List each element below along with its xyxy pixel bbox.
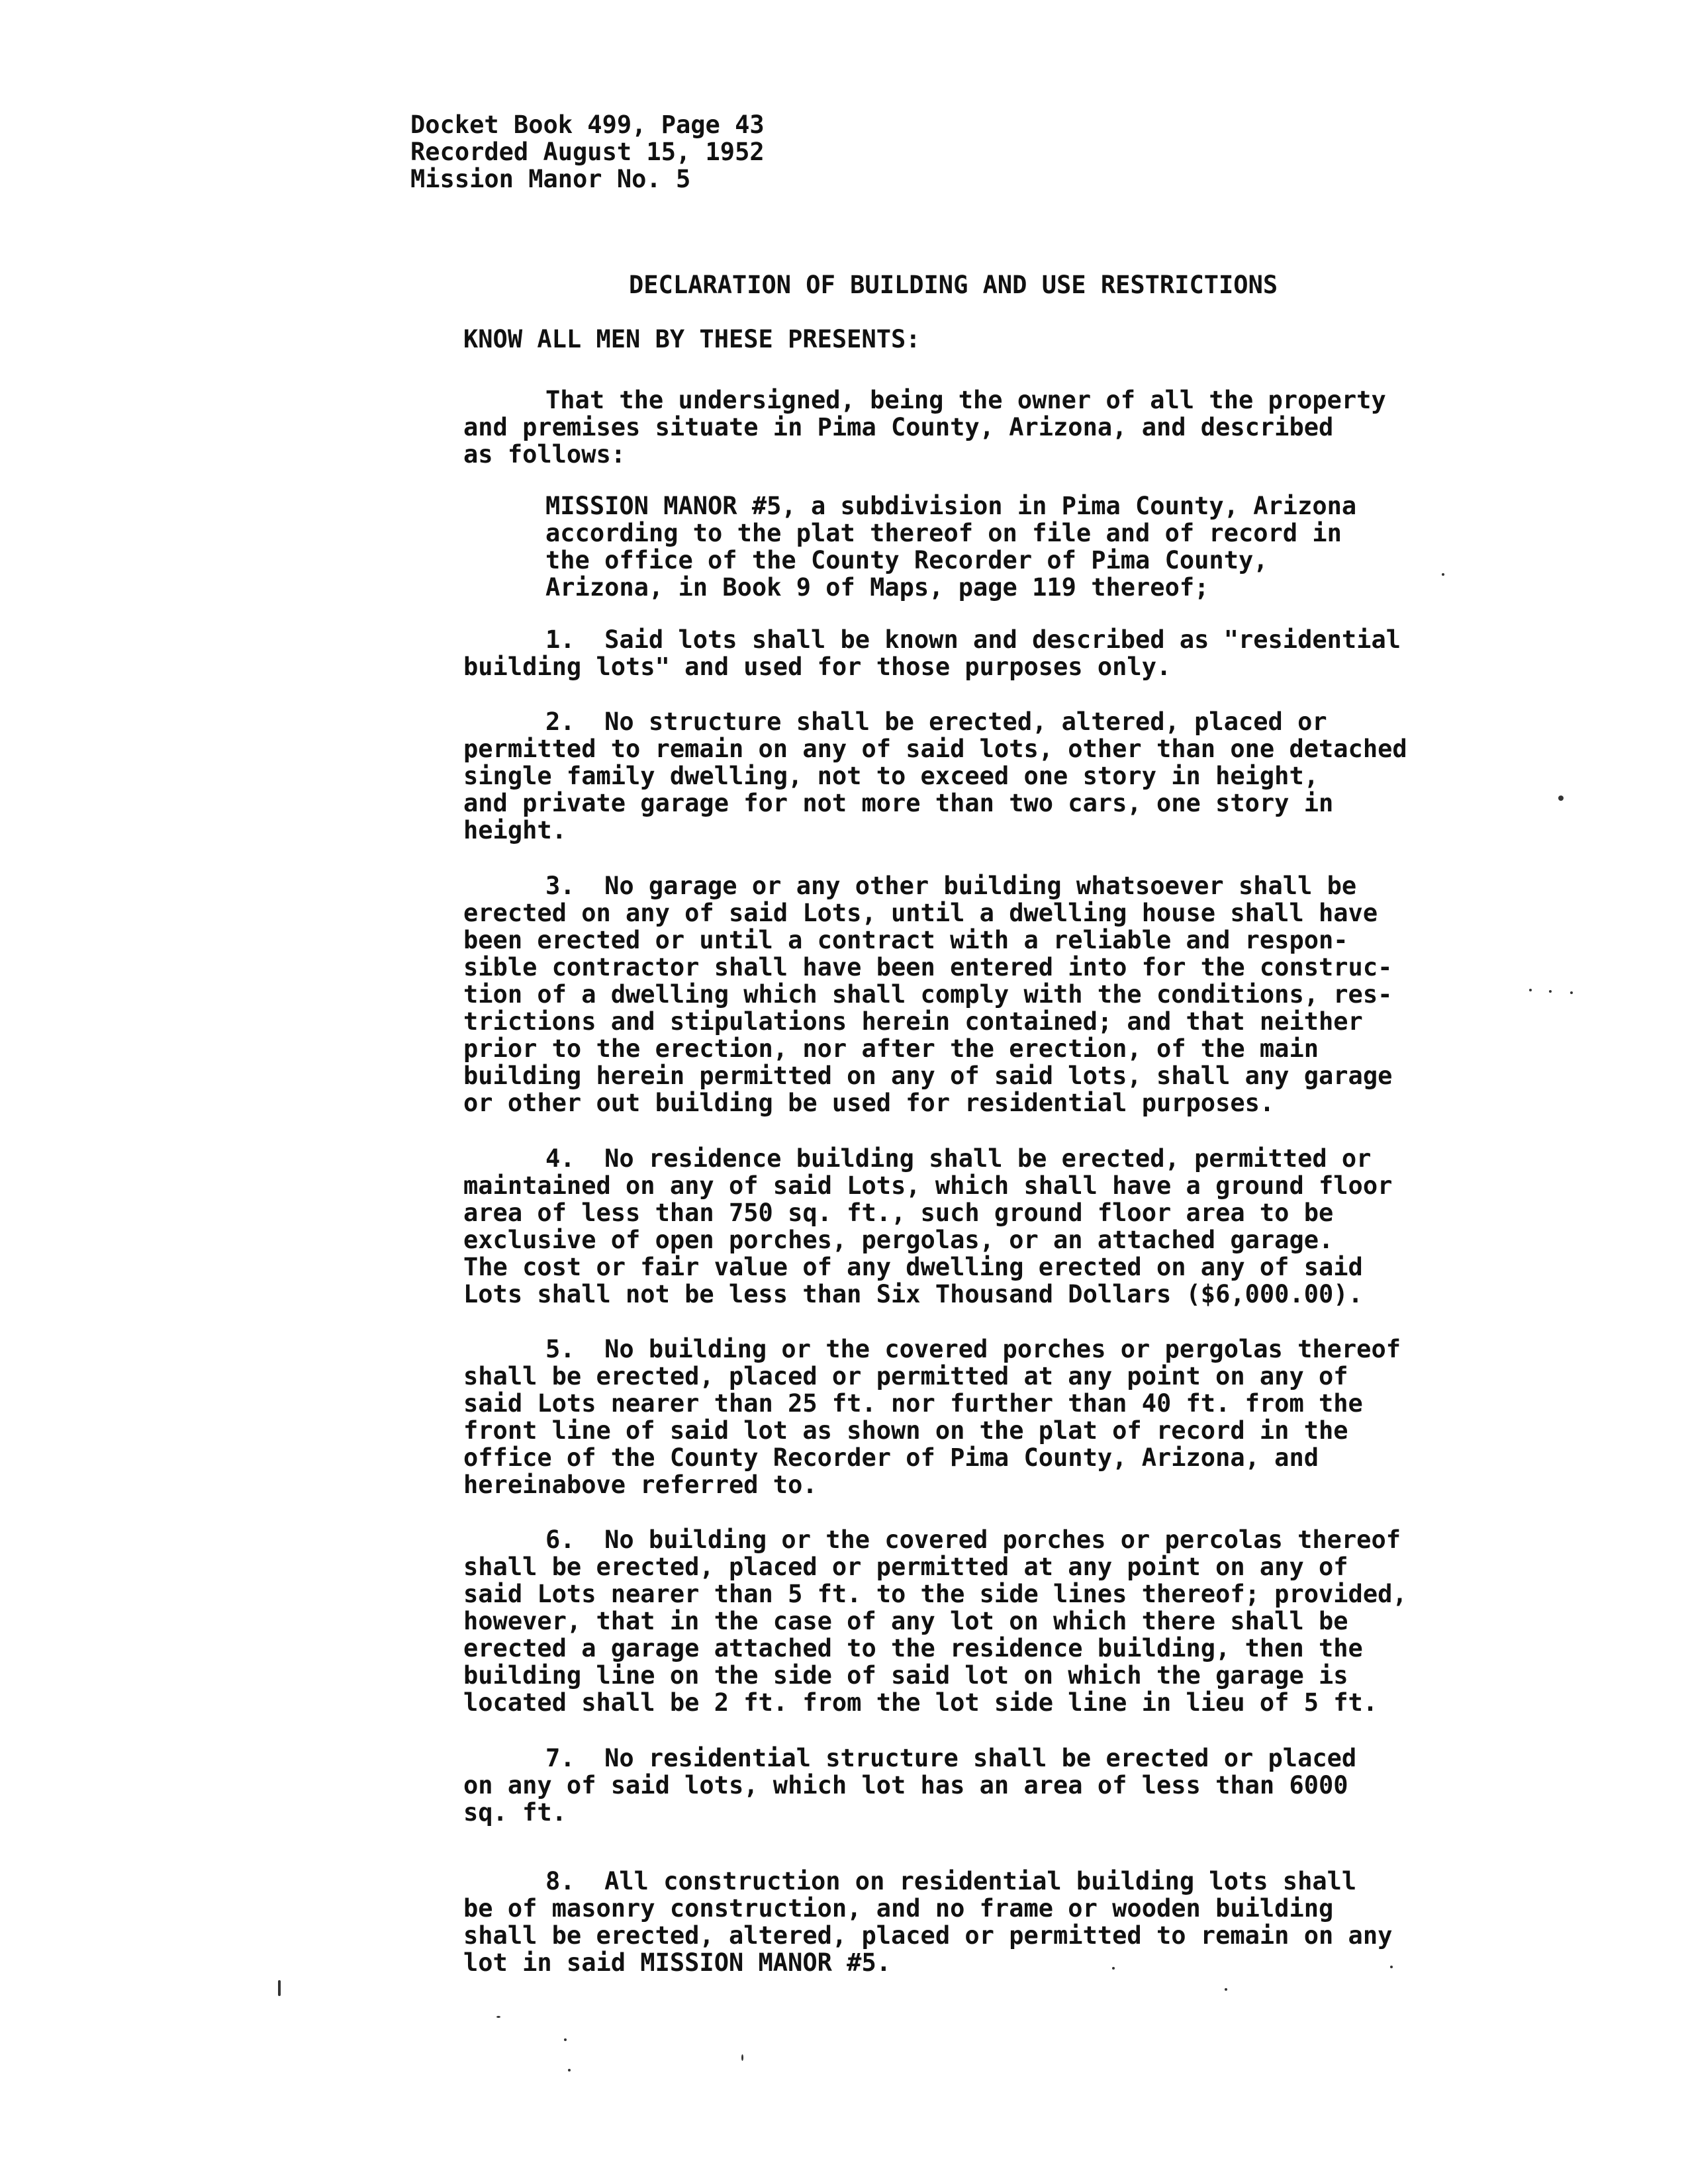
recording-header [410, 111, 765, 193]
clause-line: maintained on any of said Lots, which shall have a ground floor [463, 1171, 1393, 1200]
clause-line: Lots shall not be less than Six Thousand Dollars ($6,000.00). [463, 1280, 1363, 1308]
clause-line: 6. No building or the covered porches or percolas thereof [545, 1525, 1401, 1554]
clause-6 [463, 1526, 1407, 1716]
clause-line: said Lots nearer than 25 ft. nor further than 40 ft. from the [463, 1389, 1363, 1418]
clause-line: said Lots nearer than 5 ft. to the side lines thereof; provided, [463, 1580, 1407, 1608]
clause-line: 1. Said lots shall be known and described as "residential [545, 625, 1401, 654]
clause-line: located shall be 2 ft. from the lot side line in lieu of 5 ft. [463, 1688, 1378, 1717]
clause-line: be of masonry construction, and no frame or wooden building [463, 1894, 1334, 1923]
clause-line: however, that in the case of any lot on which there shall be [463, 1607, 1348, 1635]
clause-line: shall be erected, placed or permitted at any point on any of [463, 1553, 1348, 1581]
clause-line: 8. All construction on residential building lots shall [545, 1867, 1357, 1895]
scan-speck [1112, 1967, 1115, 1970]
scan-speck [1390, 1966, 1393, 1968]
scan-speck [564, 2038, 567, 2041]
clause-line: or other out building be used for residential purposes. [463, 1089, 1275, 1117]
clause-line: erected a garage attached to the residence building, then the [463, 1634, 1363, 1662]
clause-line: on any of said lots, which lot has an area of less than 6000 [463, 1771, 1348, 1799]
scan-speck [1442, 573, 1444, 576]
clause-line: single family dwelling, not to exceed one story in height, [463, 762, 1319, 790]
clause-line: trictions and stipulations herein contained; and that neither [463, 1007, 1363, 1036]
clause-line: sq. ft. [463, 1798, 567, 1827]
document-title: DECLARATION OF BUILDING AND USE RESTRICTIONS [629, 271, 1278, 299]
preamble-line: and premises situate in Pima County, Arizona, and described [463, 413, 1334, 441]
subdivision-name: Mission Manor No. 5 [410, 165, 691, 193]
clause-line: shall be erected, placed or permitted at any point on any of [463, 1362, 1348, 1390]
clause-line: prior to the erection, nor after the erection, of the main [463, 1034, 1319, 1063]
clause-line: and private garage for not more than two cars, one story in [463, 789, 1334, 817]
intro-line: KNOW ALL MEN BY THESE PRESENTS: [463, 325, 921, 353]
clause-line: 3. No garage or any other building whatsoever shall be [545, 872, 1357, 900]
clause-line: The cost or fair value of any dwelling erected on any of said [463, 1253, 1363, 1281]
clause-4 [463, 1145, 1392, 1308]
preamble [463, 387, 1386, 468]
clause-line: hereinabove referred to. [463, 1471, 818, 1499]
clause-1 [463, 626, 1401, 680]
clause-line: 4. No residence building shall be erected, permitted or [545, 1144, 1372, 1173]
clause-7 [463, 1745, 1356, 1826]
clause-line: height. [463, 816, 567, 844]
scan-speck [1225, 1988, 1227, 1991]
scan-speck [278, 1980, 281, 1996]
scan-speck [1529, 989, 1532, 991]
recorded-date: Recorded August 15, 1952 [410, 138, 765, 166]
docket-reference: Docket Book 499, Page 43 [410, 111, 765, 139]
scan-speck [1570, 991, 1573, 994]
clause-line: permitted to remain on any of said lots, other than one detached [463, 735, 1407, 763]
clause-line: shall be erected, altered, placed or permitted to remain on any [463, 1921, 1393, 1950]
clause-line: office of the County Recorder of Pima County, Arizona, and [463, 1443, 1319, 1472]
clause-line: building lots" and used for those purposes only. [463, 653, 1172, 681]
clause-line: been erected or until a contract with a reliable and respon- [463, 926, 1348, 954]
clause-8 [463, 1868, 1392, 1976]
legal-description-line: the office of the County Recorder of Pima County, [545, 546, 1268, 574]
clause-line: sible contractor shall have been entered into for the construc- [463, 953, 1393, 981]
clause-line: building line on the side of said lot on which the garage is [463, 1661, 1348, 1690]
legal-description [545, 492, 1356, 601]
legal-description-line: MISSION MANOR #5, a subdivision in Pima County, Arizona [545, 492, 1357, 520]
scan-speck [568, 2069, 571, 2071]
clause-line: 7. No residential structure shall be erected or placed [545, 1744, 1357, 1772]
clause-line: 2. No structure shall be erected, altered, placed or [545, 707, 1327, 736]
legal-description-line: according to the plat thereof on file and of record in [545, 519, 1342, 547]
clause-line: tion of a dwelling which shall comply with the conditions, res- [463, 980, 1393, 1009]
clause-5 [463, 1336, 1401, 1498]
clause-line: area of less than 750 sq. ft., such ground floor area to be [463, 1199, 1334, 1227]
preamble-line: as follows: [463, 440, 626, 469]
preamble-line: That the undersigned, being the owner of all the property [545, 386, 1386, 414]
scan-speck [496, 2016, 500, 2018]
clause-line: front line of said lot as shown on the plat of record in the [463, 1416, 1348, 1445]
clause-line: erected on any of said Lots, until a dwelling house shall have [463, 899, 1378, 927]
clause-3 [463, 872, 1392, 1116]
clause-line: lot in said MISSION MANOR #5. [463, 1948, 892, 1977]
clause-line: building herein permitted on any of said lots, shall any garage [463, 1062, 1393, 1090]
scan-speck [1549, 990, 1552, 993]
clause-line: 5. No building or the covered porches or pergolas thereof [545, 1335, 1401, 1363]
clause-line: exclusive of open porches, pergolas, or an attached garage. [463, 1226, 1334, 1254]
scan-speck [1558, 796, 1564, 801]
clause-2 [463, 708, 1407, 844]
legal-description-line: Arizona, in Book 9 of Maps, page 119 thereof; [545, 573, 1209, 602]
scan-speck [741, 2054, 743, 2061]
